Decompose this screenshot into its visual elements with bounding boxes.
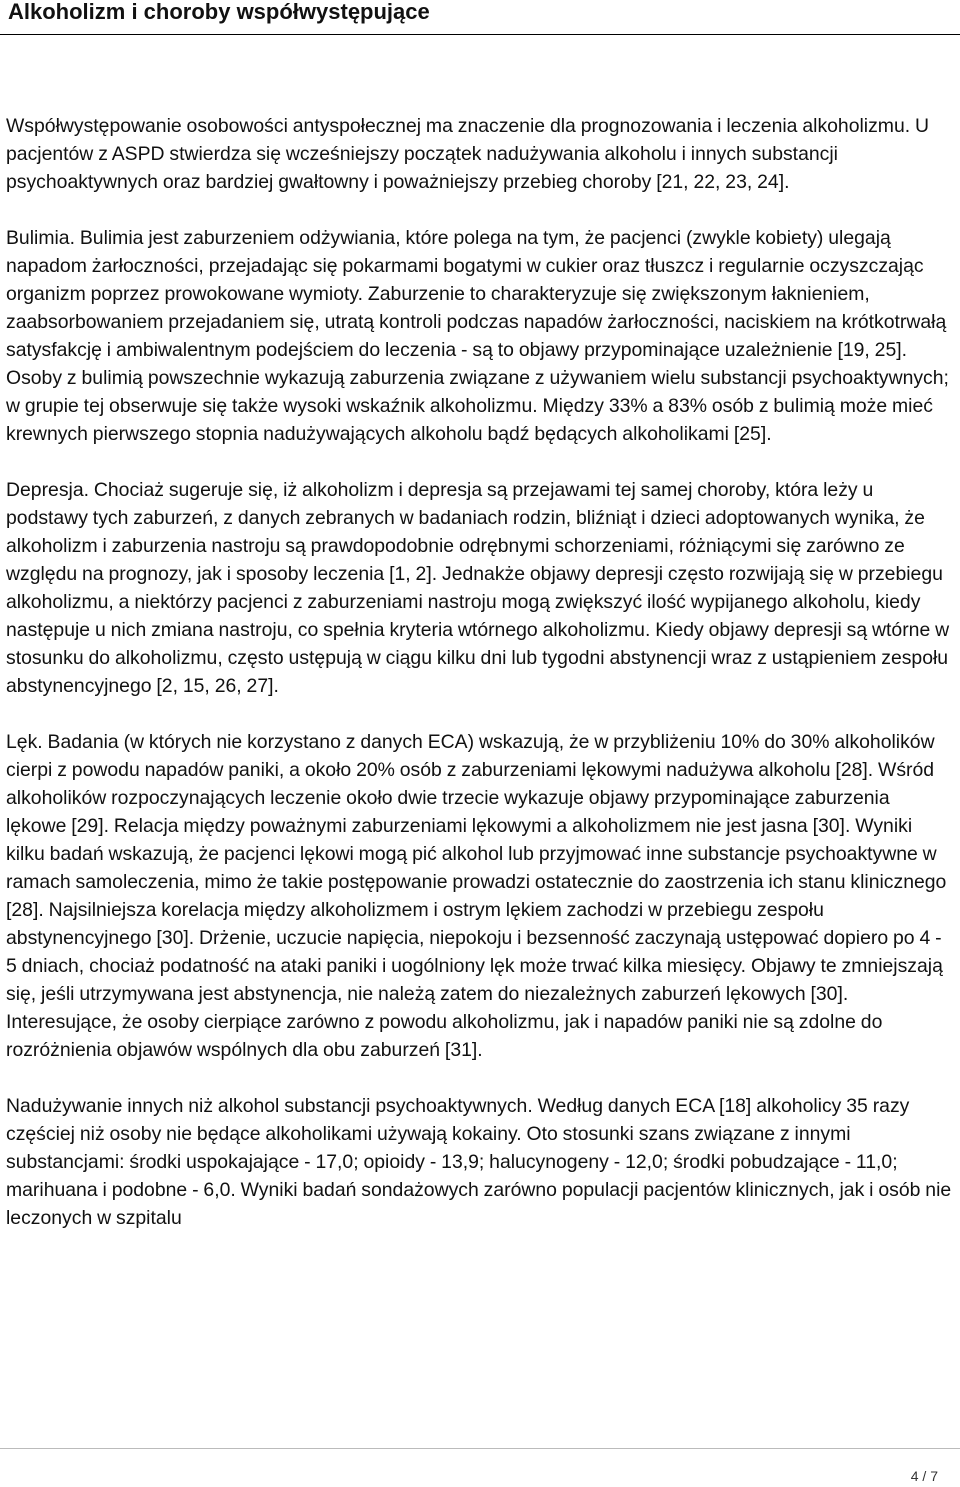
paragraph-bulimia: Bulimia. Bulimia jest zaburzeniem odżywiania, które polega na tym, że pacjenci (zwykle kobiety) ulegają napadom żarłoczności, przejadając się pokarmami bogatymi w cukier oraz tłuszcz i regularnie oczyszczając organizm poprzez prowokowane wymioty. Zaburzenie to charakteryzuje się zwiększonym łaknieniem, zaabsorbowaniem przejadaniem się, utratą kontroli podczas napadów żarłoczności, naciskiem na krótkotrwałą satysfakcję i ambiwalentnym podejściem do leczenia - są to objawy przypominające uzależnienie [19, 25]. Osoby z bulimią powszechnie wykazują zaburzenia związane z używaniem wielu substancji psychoaktywnych; w grupie tej obserwuje się także wysoki wskaźnik alkoholizmu. Między 33% a 83% osób z bulimią może mieć krewnych pierwszego stopnia nadużywających alkoholu bądź będących alkoholikami [25]. bbox=[6, 227, 949, 445]
document-body bbox=[6, 112, 954, 1260]
page-header bbox=[0, 0, 960, 44]
paragraph-aspd: Współwystępowanie osobowości antyspołecznej ma znaczenie dla prognozowania i leczenia alkoholizmu. U pacjentów z ASPD stwierdza się wcześniejszy początek nadużywania alkoholu i innych substancji psychoaktywnych oraz bardziej gwałtowny i poważniejszy przebieg choroby [21, 22, 23, 24]. bbox=[6, 115, 930, 193]
paragraph-anxiety: Lęk. Badania (w których nie korzystano z danych ECA) wskazują, że w przybliżeniu 10% do 30% alkoholików cierpi z powodu napadów paniki, a około 20% osób z zaburzeniami lękowymi nadużywa alkoholu [28]. Wśród alkoholików rozpoczynających leczenie około dwie trzecie wykazuje objawy przypominające zaburzenia lękowe [29]. Relacja między poważnymi zaburzeniami lękowymi a alkoholizmem nie jest jasna [30]. Wyniki kilku badań wskazują, że pacjenci lękowi mogą pić alkohol lub przyjmować inne substancje psychoaktywne w ramach samoleczenia, mimo że takie postępowanie prowadzi ostatecznie do zaostrzenia ich stanu klinicznego [28]. Najsilniejsza korelacja między alkoholizmem i ostrym lękiem zachodzi w przebiegu zespołu abstynencyjnego [30]. Drżenie, uczucie napięcia, niepokoju i bezsenność zaczynają ustępować dopiero po 4 - 5 dniach, chociaż podatność na ataki paniki i uogólniony lęk może trwać kilka miesięcy. Objawy te zmniejszają się, jeśli utrzymywana jest abstynencja, nie należą zatem do niezależnych zaburzeń lękowych [30]. Interesujące, że osoby cierpiące zarówno z powodu alkoholizmu, jak i napadów paniki nie są zdolne do rozróżnienia objawów wspólnych dla obu zaburzeń [31]. bbox=[6, 731, 947, 1061]
document-title: Alkoholizm i choroby współwystępujące bbox=[8, 0, 430, 24]
header-divider bbox=[0, 34, 960, 35]
footer-divider bbox=[0, 1448, 960, 1449]
paragraph-depression: Depresja. Chociaż sugeruje się, iż alkoholizm i depresja są przejawami tej samej choroby, która leży u podstawy tych zaburzeń, z danych zebranych w badaniach rodzin, bliźniąt i dzieci adoptowanych wynika, że alkoholizm i zaburzenia nastroju są prawdopodobnie odrębnymi schorzeniami, różniącymi się zarówno ze względu na prognozy, jak i sposoby leczenia [1, 2]. Jednakże objawy depresji często rozwijają się w przebiegu alkoholizmu, a niektórzy pacjenci z zaburzeniami nastroju mogą zwiększyć ilość wypijanego alkoholu, kiedy następuje u nich zmiana nastroju, co spełnia kryteria wtórnego alkoholizmu. Kiedy objawy depresji są wtórne w stosunku do alkoholizmu, często ustępują w ciągu kilku dni lub tygodni abstynencji wraz z ustąpieniem zespołu abstynencyjnego [2, 15, 26, 27]. bbox=[6, 479, 950, 697]
page-number: 4 / 7 bbox=[910, 1468, 938, 1484]
paragraph-substance-use: Nadużywanie innych niż alkohol substancji psychoaktywnych. Według danych ECA [18] alkoholicy 35 razy częściej niż osoby nie będące alkoholikami używają kokainy. Oto stosunki szans związane z innymi substancjami: środki uspokajające - 17,0; opioidy - 13,9; halucynogeny - 12,0; środki pobudzające - 11,0; marihuana i podobne - 6,0. Wyniki badań sondażowych zarówno populacji pacjentów klinicznych, jak i osób nie leczonych w szpitalu bbox=[6, 1095, 952, 1229]
